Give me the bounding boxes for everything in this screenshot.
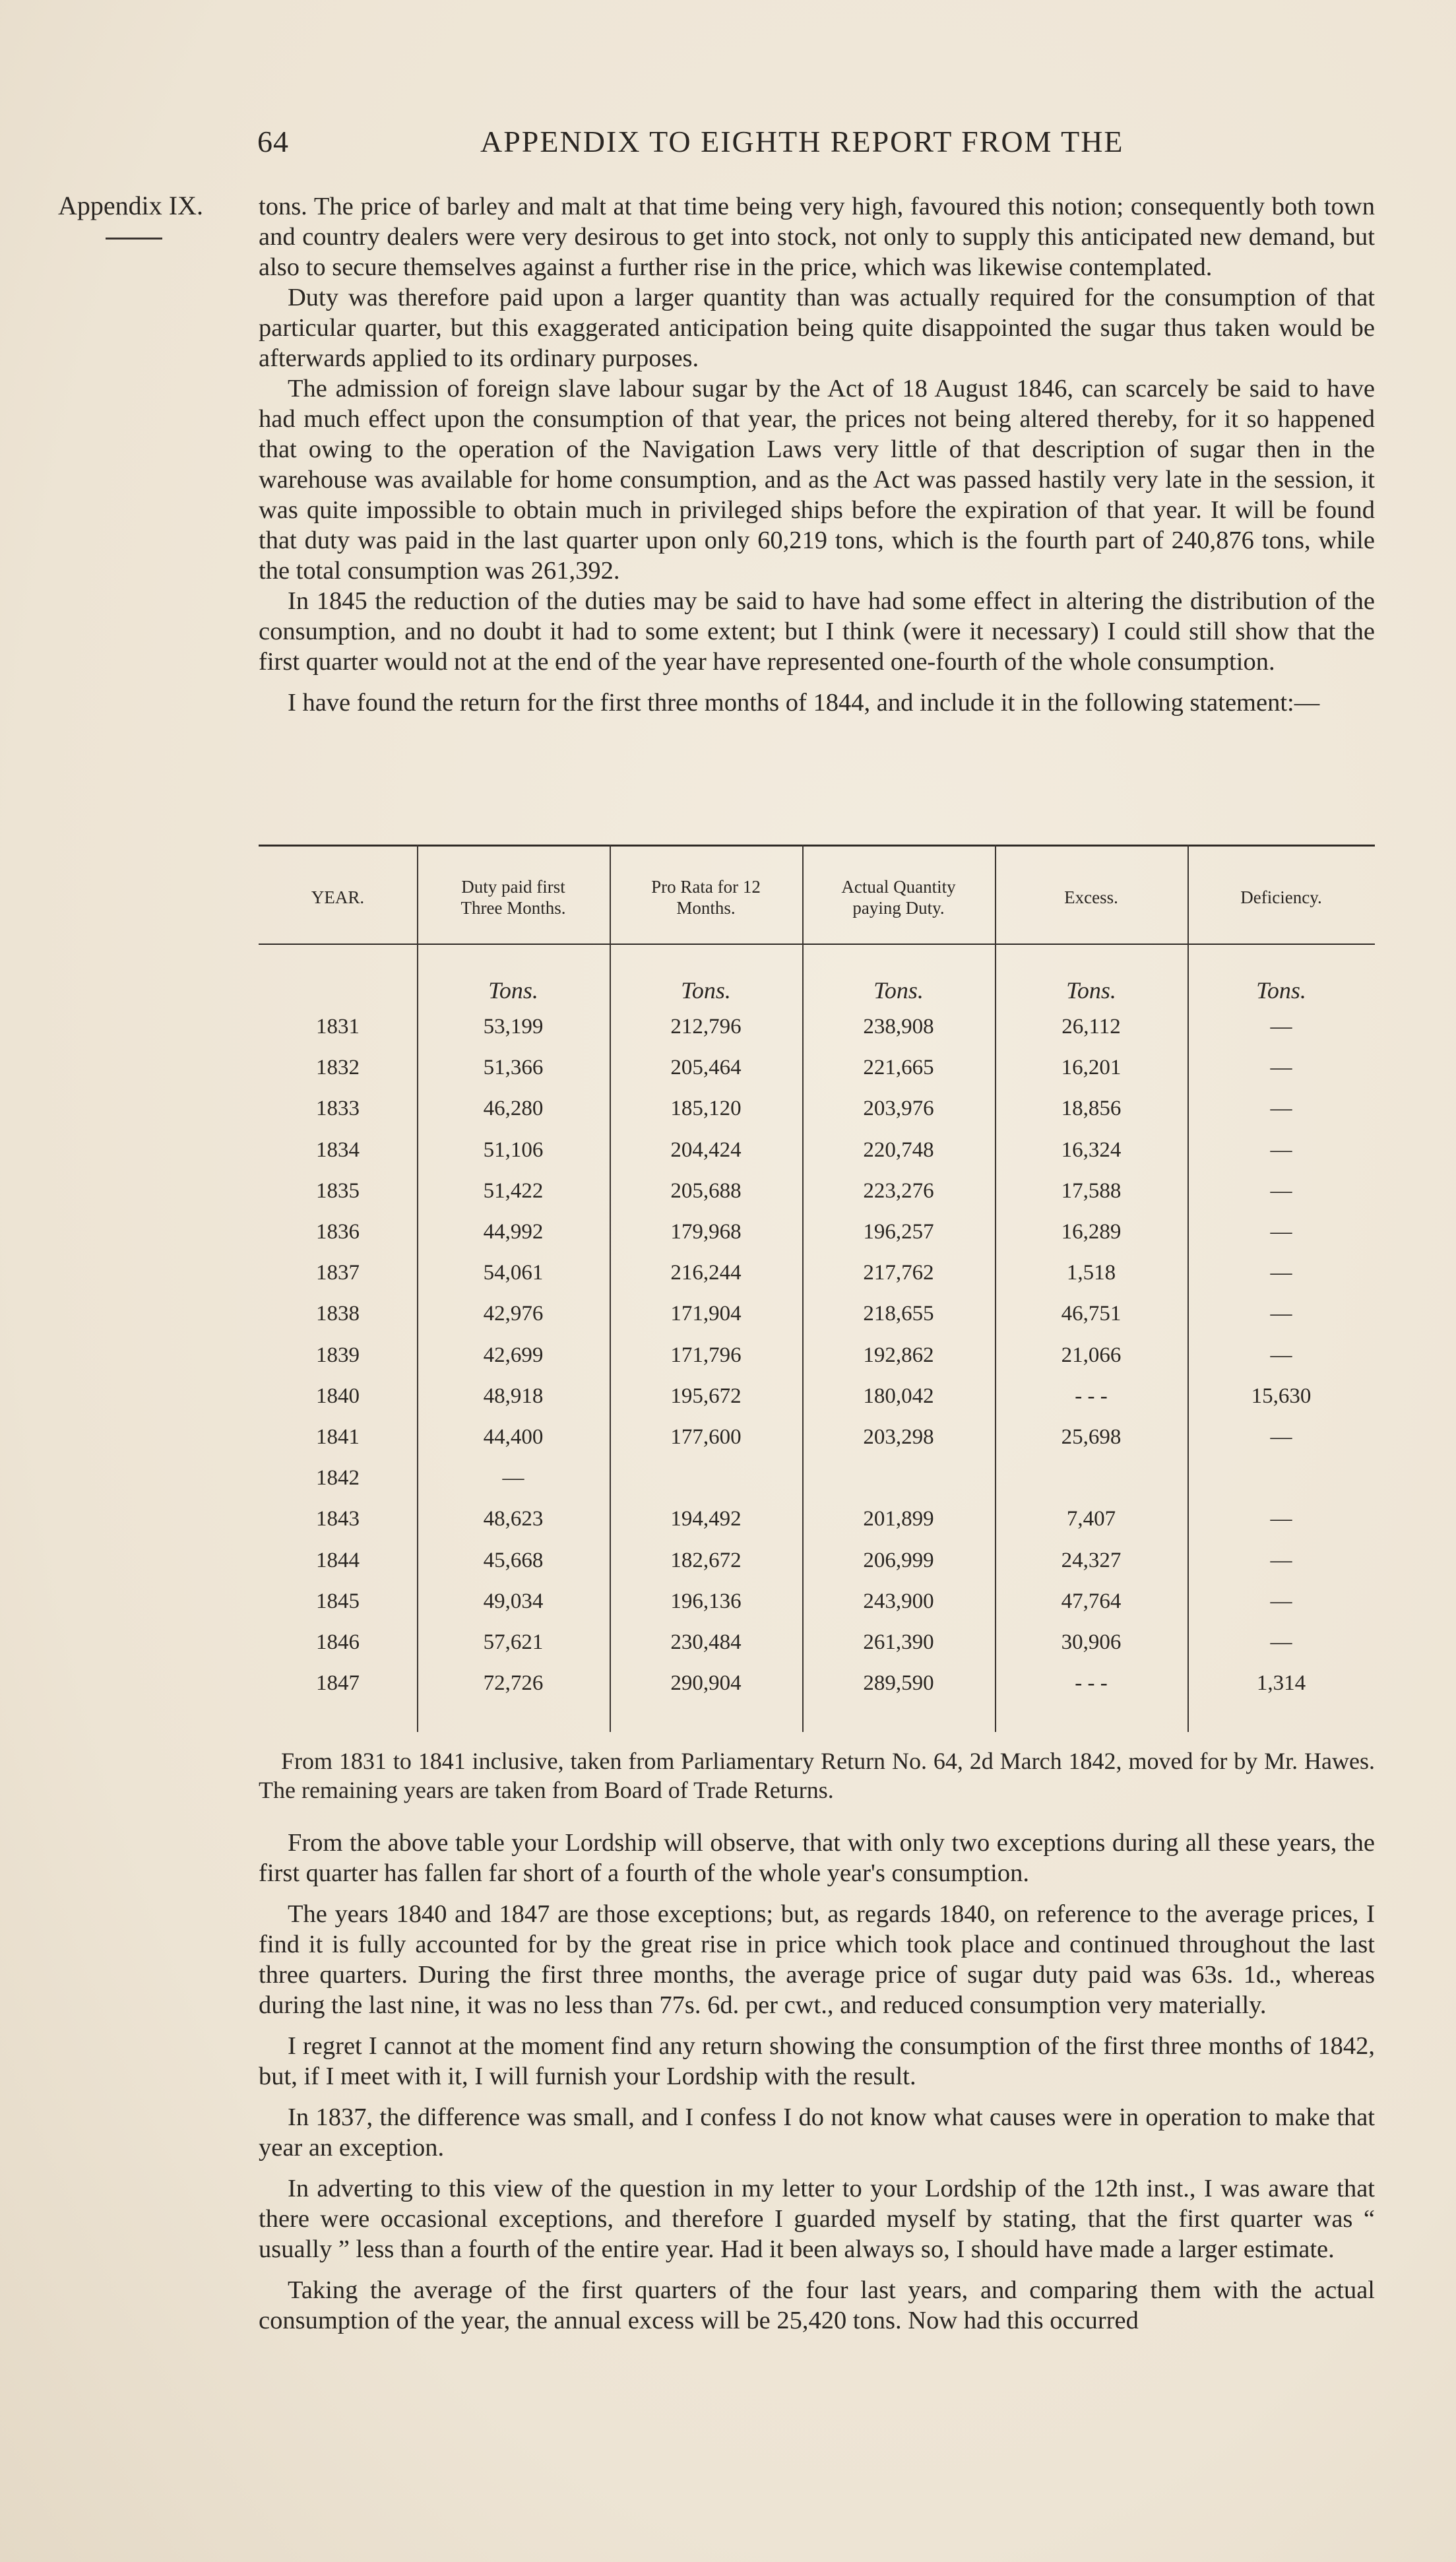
row-excess: 24,327	[1061, 1548, 1122, 1572]
row-actual-quantity: 201,899	[863, 1507, 934, 1531]
row-year: 1832	[316, 1056, 360, 1080]
row-duty-paid: 42,699	[483, 1343, 544, 1367]
header-pro-rata: Pro Rata for 12 Months.	[651, 877, 761, 918]
unit-label: Tons.	[681, 977, 731, 1004]
unit-label: Tons.	[1256, 977, 1306, 1004]
row-deficiency: 15,630	[1251, 1384, 1312, 1408]
row-excess: 21,066	[1061, 1343, 1122, 1367]
paragraph: I regret I cannot at the moment find any return showing the consumption of the first three months of 1842, but, if I meet with it, I will furnish your Lordship with the result.	[259, 2032, 1375, 2090]
row-year: 1835	[316, 1178, 360, 1203]
row-duty-paid: 48,623	[483, 1507, 544, 1531]
row-duty-paid: 48,918	[483, 1384, 544, 1408]
row-excess: 16,289	[1061, 1220, 1122, 1244]
row-deficiency: —	[1270, 1507, 1292, 1531]
paragraph: In 1845 the reduction of the duties may be said to have had some effect in altering the distribution of the consumption, and no doubt it had to some extent; but I think (were it necessary) I could still show that the first quarter would not at the end of the year have represented one-fourth of the whole consumption.	[259, 587, 1375, 676]
row-deficiency: —	[1270, 1220, 1292, 1244]
running-title: APPENDIX TO EIGHTH REPORT FROM THE	[480, 125, 1124, 158]
row-actual-quantity: 220,748	[863, 1137, 934, 1162]
row-pro-rata: 212,796	[670, 1015, 742, 1039]
row-actual-quantity: 289,590	[863, 1671, 934, 1696]
sugar-duty-table	[259, 845, 1375, 1732]
unit-label: Tons.	[488, 977, 538, 1004]
paragraph: Taking the average of the first quarters of the four last years, and comparing them with the actual consumption of the year, the annual excess will be 25,420 tons. Now had this occurred	[259, 2276, 1375, 2334]
table-top-rule	[259, 845, 1375, 847]
row-deficiency: 1,314	[1256, 1671, 1306, 1696]
row-excess: 16,324	[1061, 1137, 1122, 1162]
row-excess: - - -	[1075, 1671, 1108, 1696]
row-duty-paid: —	[502, 1466, 524, 1490]
row-year: 1844	[316, 1548, 360, 1572]
table-header-rule	[259, 944, 1375, 945]
row-duty-paid: 44,992	[483, 1220, 544, 1244]
row-year: 1831	[316, 1015, 360, 1039]
margin-rule	[106, 238, 162, 240]
margin-label: Appendix IX.	[58, 191, 203, 220]
row-year: 1847	[316, 1671, 360, 1696]
header-duty-paid: Duty paid first Three Months.	[460, 877, 566, 918]
row-actual-quantity: 261,390	[863, 1630, 934, 1654]
row-actual-quantity: 203,298	[863, 1425, 934, 1449]
row-pro-rata: 204,424	[670, 1137, 742, 1162]
row-pro-rata: 195,672	[670, 1384, 742, 1408]
row-pro-rata: 230,484	[670, 1630, 742, 1654]
row-actual-quantity: 217,762	[863, 1261, 934, 1285]
row-year: 1840	[316, 1384, 360, 1408]
body-text-top	[259, 191, 1375, 718]
row-pro-rata: 205,688	[670, 1178, 742, 1203]
row-excess: 1,518	[1066, 1261, 1116, 1285]
row-year: 1845	[316, 1589, 360, 1613]
row-duty-paid: 45,668	[483, 1548, 544, 1572]
row-actual-quantity: 206,999	[863, 1548, 934, 1572]
paragraph: I have found the return for the first three months of 1844, and include it in the following statement:—	[288, 689, 1320, 717]
row-duty-paid: 46,280	[483, 1097, 544, 1121]
row-pro-rata: 196,136	[670, 1589, 742, 1613]
row-actual-quantity: 218,655	[863, 1302, 934, 1326]
row-pro-rata: 177,600	[670, 1425, 742, 1449]
row-excess: 16,201	[1061, 1056, 1122, 1080]
table-source-note	[259, 1746, 1375, 1805]
row-pro-rata: 205,464	[670, 1056, 742, 1080]
row-actual-quantity: 221,665	[863, 1056, 934, 1080]
row-deficiency: —	[1270, 1302, 1292, 1326]
row-excess: 17,588	[1061, 1178, 1122, 1203]
row-deficiency: —	[1270, 1425, 1292, 1449]
row-pro-rata: 182,672	[670, 1548, 742, 1572]
row-year: 1838	[316, 1302, 360, 1326]
row-pro-rata: 185,120	[670, 1097, 742, 1121]
row-deficiency: —	[1270, 1137, 1292, 1162]
row-actual-quantity: 223,276	[863, 1178, 934, 1203]
row-year: 1842	[316, 1466, 360, 1490]
row-deficiency: —	[1270, 1178, 1292, 1203]
row-duty-paid: 72,726	[483, 1671, 544, 1696]
paragraph: The years 1840 and 1847 are those exceptions; but, as regards 1840, on reference to the average prices, I find it is fully accounted for by the great rise in price which took place and continued throughout the last three quarters. During the first three months, the average price of sugar duty paid was 63s. 1d., whereas during the last nine, it was no less than 77s. 6d. per cwt., and reduced consumption very materially.	[259, 1900, 1375, 2019]
paragraph: In adverting to this view of the question in my letter to your Lordship of the 12th inst., I was aware that there were occasional exceptions, and therefore I guarded myself by stating, that the first quarter was “ usually ” less than a fourth of the entire year. Had it been always so, I should have made a larger estimate.	[259, 2175, 1375, 2263]
body-text-bottom	[259, 1828, 1375, 2336]
row-pro-rata: 194,492	[670, 1507, 742, 1531]
row-duty-paid: 53,199	[483, 1015, 544, 1039]
header-actual-quantity: Actual Quantity paying Duty.	[841, 877, 956, 918]
row-duty-paid: 49,034	[483, 1589, 544, 1613]
paragraph: From the above table your Lordship will observe, that with only two exceptions during all these years, the first quarter has fallen far short of a fourth of the whole year's consumption.	[259, 1829, 1375, 1887]
row-deficiency: —	[1270, 1056, 1292, 1080]
row-duty-paid: 51,422	[483, 1178, 544, 1203]
row-year: 1839	[316, 1343, 360, 1367]
row-pro-rata: 171,796	[670, 1343, 742, 1367]
row-actual-quantity: 238,908	[863, 1015, 934, 1039]
row-year: 1836	[316, 1220, 360, 1244]
row-duty-paid: 51,366	[483, 1056, 544, 1080]
row-excess: - - -	[1075, 1384, 1108, 1408]
row-actual-quantity: 196,257	[863, 1220, 934, 1244]
row-pro-rata: 216,244	[670, 1261, 742, 1285]
unit-label: Tons.	[1066, 977, 1116, 1004]
row-excess: 26,112	[1061, 1015, 1121, 1039]
paragraph: In 1837, the difference was small, and I confess I do not know what causes were in operation to make that year an exception.	[259, 2103, 1375, 2162]
row-year: 1843	[316, 1507, 360, 1531]
row-year: 1834	[316, 1137, 360, 1162]
row-year: 1841	[316, 1425, 360, 1449]
row-year: 1837	[316, 1261, 360, 1285]
row-excess: 7,407	[1066, 1507, 1116, 1531]
row-year: 1833	[316, 1097, 360, 1121]
paragraph: tons. The price of barley and malt at that time being very high, favoured this notion; consequently both town and country dealers were very desirous to get into stock, not only to supply this anticipated new demand, but also to secure themselves against a further rise in the price, which was likewise contemplated.	[259, 193, 1375, 281]
row-deficiency: —	[1270, 1589, 1292, 1613]
page-number: 64	[257, 125, 289, 158]
row-excess: 46,751	[1061, 1302, 1122, 1326]
header-deficiency: Deficiency.	[1240, 887, 1322, 907]
paragraph: Duty was therefore paid upon a larger quantity than was actually required for the consumption of that particular quarter, but this exaggerated anticipation being quite disappointed the sugar thus taken would be afterwards applied to its ordinary purposes.	[259, 284, 1375, 372]
row-deficiency: —	[1270, 1548, 1292, 1572]
row-pro-rata: 290,904	[670, 1671, 742, 1696]
row-deficiency: —	[1270, 1097, 1292, 1121]
row-actual-quantity: 243,900	[863, 1589, 934, 1613]
unit-label: Tons.	[873, 977, 924, 1004]
source-note-text: From 1831 to 1841 inclusive, taken from Parliamentary Return No. 64, 2d March 1842, moved for by Mr. Hawes. The remaining years are taken from Board of Trade Returns.	[259, 1748, 1375, 1803]
row-year: 1846	[316, 1630, 360, 1654]
row-excess: 47,764	[1061, 1589, 1122, 1613]
row-duty-paid: 54,061	[483, 1261, 544, 1285]
row-pro-rata: 171,904	[670, 1302, 742, 1326]
row-deficiency: —	[1270, 1343, 1292, 1367]
row-pro-rata: 179,968	[670, 1220, 742, 1244]
row-deficiency: —	[1270, 1630, 1292, 1654]
row-actual-quantity: 180,042	[863, 1384, 934, 1408]
row-excess: 25,698	[1061, 1425, 1122, 1449]
row-duty-paid: 42,976	[483, 1302, 544, 1326]
row-duty-paid: 57,621	[483, 1630, 544, 1654]
paragraph: The admission of foreign slave labour sugar by the Act of 18 August 1846, can scarcely be said to have had much effect upon the consumption of that year, the prices not being altered thereby, for it so happened that owing to the operation of the Navigation Laws very little of that description of sugar then in the warehouse was available for home consumption, and as the Act was passed hastily very late in the session, it was quite impossible to obtain much in privileged ships before the expiration of that year. It will be found that duty was paid in the last quarter upon only 60,219 tons, which is the fourth part of 240,876 tons, while the total consumption was 261,392.	[259, 375, 1375, 585]
row-duty-paid: 44,400	[483, 1425, 544, 1449]
row-excess: 30,906	[1061, 1630, 1122, 1654]
row-actual-quantity: 203,976	[863, 1097, 934, 1121]
row-deficiency: —	[1270, 1261, 1292, 1285]
row-duty-paid: 51,106	[483, 1137, 544, 1162]
row-deficiency: —	[1270, 1015, 1292, 1039]
row-excess: 18,856	[1061, 1097, 1122, 1121]
header-excess: Excess.	[1064, 887, 1118, 907]
row-actual-quantity: 192,862	[863, 1343, 934, 1367]
header-year: YEAR.	[311, 887, 365, 907]
